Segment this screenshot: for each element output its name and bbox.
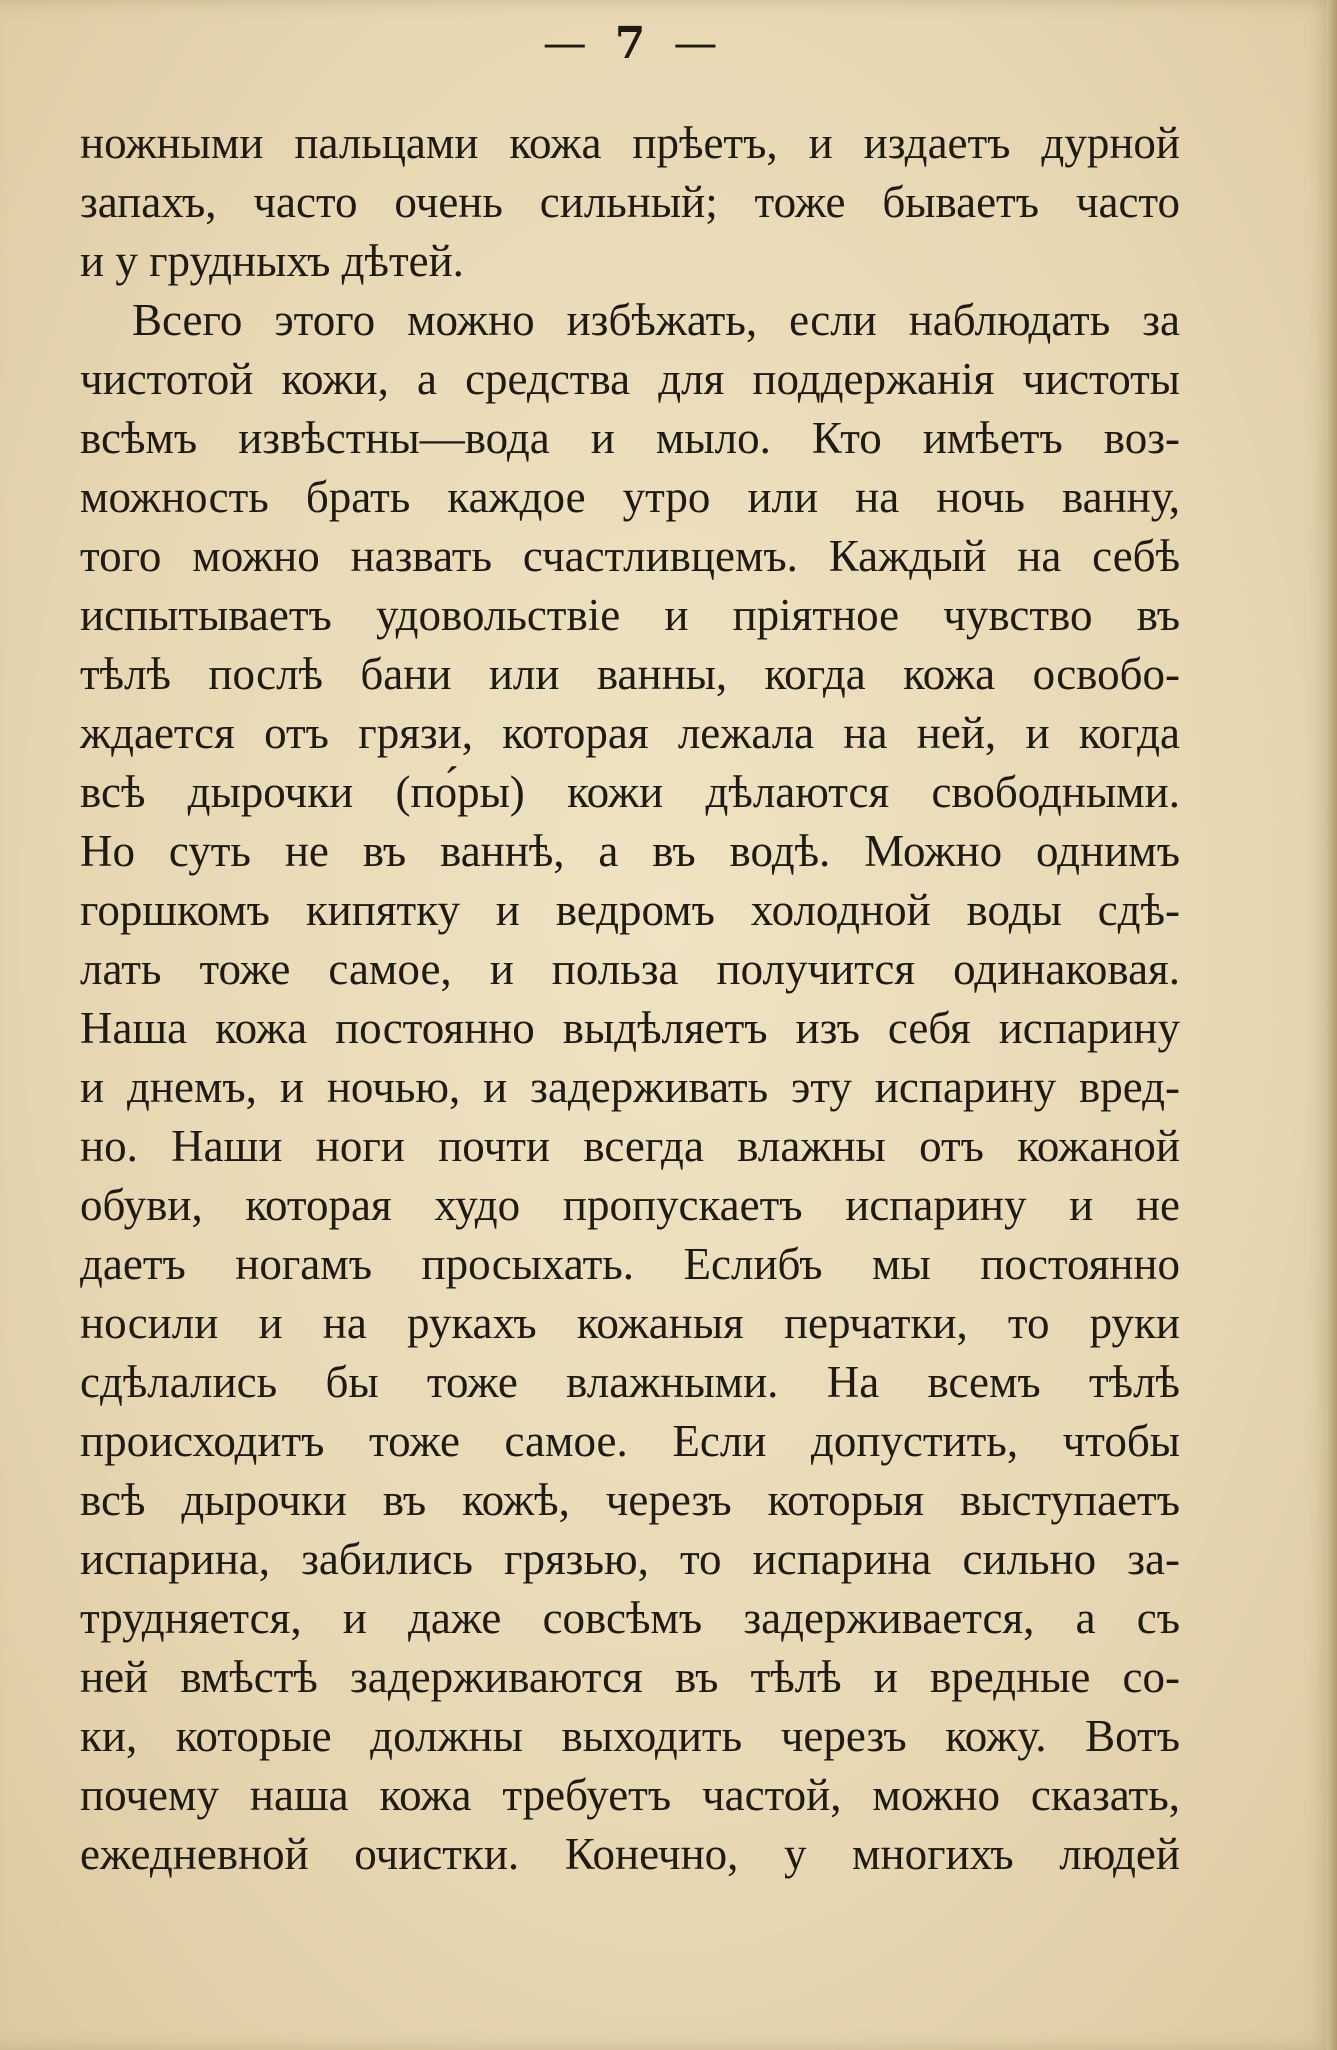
text-line: испарина, забились грязью, то испарина сильно за- [80,1534,1180,1584]
text-line: Наша кожа постоянно выдѣляетъ изъ себя испарину [80,1003,1180,1053]
text-line: ки, которые должны выходить черезъ кожу. Вотъ [80,1711,1180,1761]
text-line: сдѣлались бы тоже влажными. На всемъ тѣлѣ [80,1357,1180,1407]
text-line: даетъ ногамъ просыхать. Еслибъ мы постоянно [80,1239,1180,1289]
text-line: но. Наши ноги почти всегда влажны отъ кожаной [80,1121,1180,1171]
text-line: лать тоже самое, и польза получится одинаковая. [80,944,1180,994]
text-line: почему наша кожа требуетъ частой, можно сказать, [80,1770,1180,1820]
text-line: ножными пальцами кожа прѣетъ, и издаетъ дурной [80,118,1180,168]
header-dash-right: — [673,18,718,69]
text-line: и у грудныхъ дѣтей. [80,236,464,286]
text-line: Но суть не въ ваннѣ, а въ водѣ. Можно однимъ [80,826,1180,876]
text-line: трудняется, и даже совсѣмъ задерживается, а съ [80,1593,1180,1643]
text-line: всѣ дырочки (по́ры) кожи дѣлаются свободными. [80,767,1180,817]
text-line: можность брать каждое утро или на ночь ванну, [80,472,1180,522]
text-line: носили и на рукахъ кожаныя перчатки, то руки [80,1298,1180,1348]
text-line: всѣмъ извѣстны—вода и мыло. Кто имѣетъ воз- [80,413,1180,463]
text-line: испытываетъ удовольствіе и пріятное чувство въ [80,590,1180,640]
body-text [80,114,1180,1884]
text-line: того можно назвать счастливцемъ. Каждый на себѣ [80,531,1180,581]
text-line: происходитъ тоже самое. Если допустить, чтобы [80,1416,1180,1466]
text-line: ждается отъ грязи, которая лежала на ней, и когда [80,708,1180,758]
header-dash-left: — [542,18,587,69]
text-line: Всего этого можно избѣжать, если наблюдать за [132,295,1180,345]
text-line: чистотой кожи, а средства для поддержанія чистоты [80,354,1180,404]
text-line: ежедневной очистки. Конечно, у многихъ людей [80,1829,1180,1879]
text-line: тѣлѣ послѣ бани или ванны, когда кожа освобо- [80,649,1180,699]
page-number: 7 [614,18,646,69]
page-header [0,18,1260,69]
page-edge [1327,0,1337,2050]
text-line: всѣ дырочки въ кожѣ, черезъ которыя выступаетъ [80,1475,1180,1525]
text-line: и днемъ, и ночью, и задерживать эту испарину вред- [80,1062,1180,1112]
text-line: обуви, которая худо пропускаетъ испарину и не [80,1180,1180,1230]
text-line: ней вмѣстѣ задерживаются въ тѣлѣ и вредные со- [80,1652,1180,1702]
text-line: горшкомъ кипятку и ведромъ холодной воды сдѣ- [80,885,1180,935]
text-line: запахъ, часто очень сильный; тоже бываетъ часто [80,177,1180,227]
